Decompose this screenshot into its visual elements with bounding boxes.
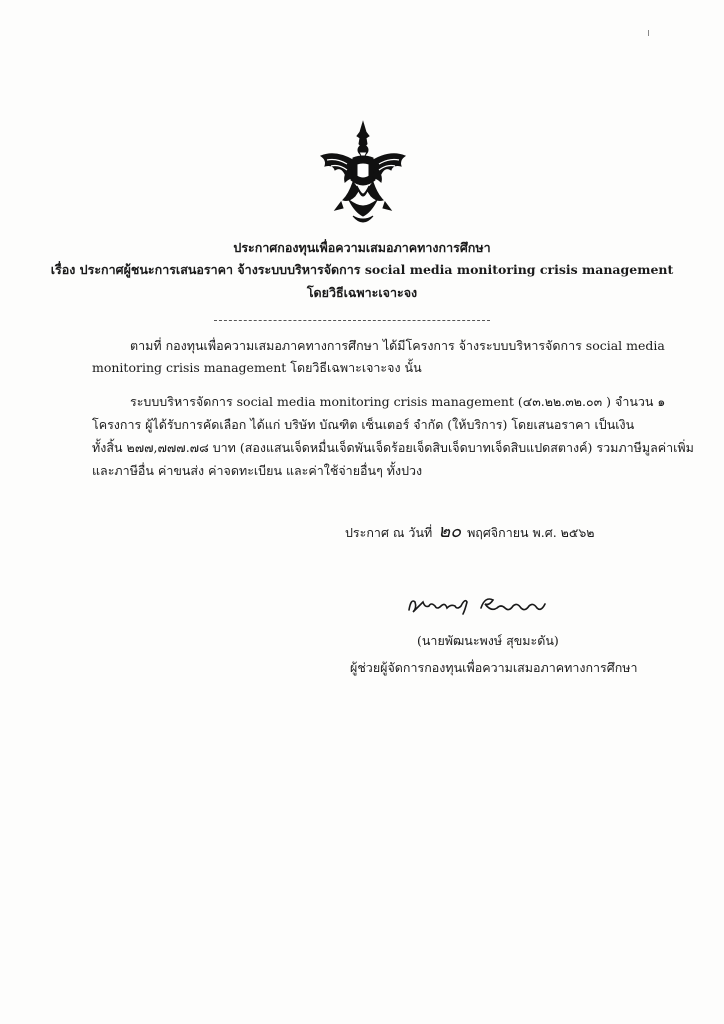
- handwritten-signature: [405, 588, 565, 622]
- scan-mark: [648, 30, 649, 36]
- date-day-handwritten: ๒๐: [438, 521, 462, 542]
- date-prefix: ประกาศ ณ วันที่: [345, 525, 433, 540]
- garuda-emblem-icon: [313, 120, 413, 232]
- signer-name: (นายพัฒนะพงษ์ สุขมะดัน): [417, 633, 559, 648]
- body-line-6: และภาษีอื่น ค่าขนส่ง ค่าจดทะเบียน และค่าใช้จ่ายอื่นๆ ทั้งปวง: [92, 463, 423, 478]
- announcement-title: ประกาศกองทุนเพื่อความเสมอภาคทางการศึกษา: [233, 240, 491, 255]
- announcement-method: โดยวิธีเฉพาะเจาะจง: [306, 285, 418, 300]
- announcement-subject: เรื่อง ประกาศผู้ชนะการเสนอราคา จ้างระบบบริหารจัดการ social media monitoring crisis management: [50, 262, 674, 277]
- body-line-4: โครงการ ผู้ได้รับการคัดเลือก ได้แก่ บริษัท บัณฑิต เซ็นเตอร์ จำกัด (ให้บริการ) โดยเสนอราคา เป็นเงิน: [92, 417, 635, 432]
- body-line-3: ระบบบริหารจัดการ social media monitoring crisis management (๔๓.๒๒.๓๒.๐๓ ) จำนวน ๑: [130, 394, 666, 409]
- header-divider: [214, 320, 490, 321]
- signer-position: ผู้ช่วยผู้จัดการกองทุนเพื่อความเสมอภาคทางการศึกษา: [350, 660, 638, 675]
- body-line-2: monitoring crisis management โดยวิธีเฉพาะเจาะจง นั้น: [92, 360, 422, 375]
- date-suffix: พฤศจิกายน พ.ศ. ๒๕๖๒: [467, 525, 595, 540]
- body-line-1: ตามที่ กองทุนเพื่อความเสมอภาคทางการศึกษา ได้มีโครงการ จ้างระบบบริหารจัดการ social media: [130, 338, 665, 353]
- announcement-date: [345, 520, 595, 545]
- body-line-5: ทั้งสิ้น ๒๗๗,๗๗๗.๗๘ บาท (สองแสนเจ็ดหมื่นเจ็ดพันเจ็ดร้อยเจ็ดสิบเจ็ดบาทเจ็ดสิบแปดสตางค์) รวมภาษีมูลค่าเพิ่ม: [92, 440, 694, 455]
